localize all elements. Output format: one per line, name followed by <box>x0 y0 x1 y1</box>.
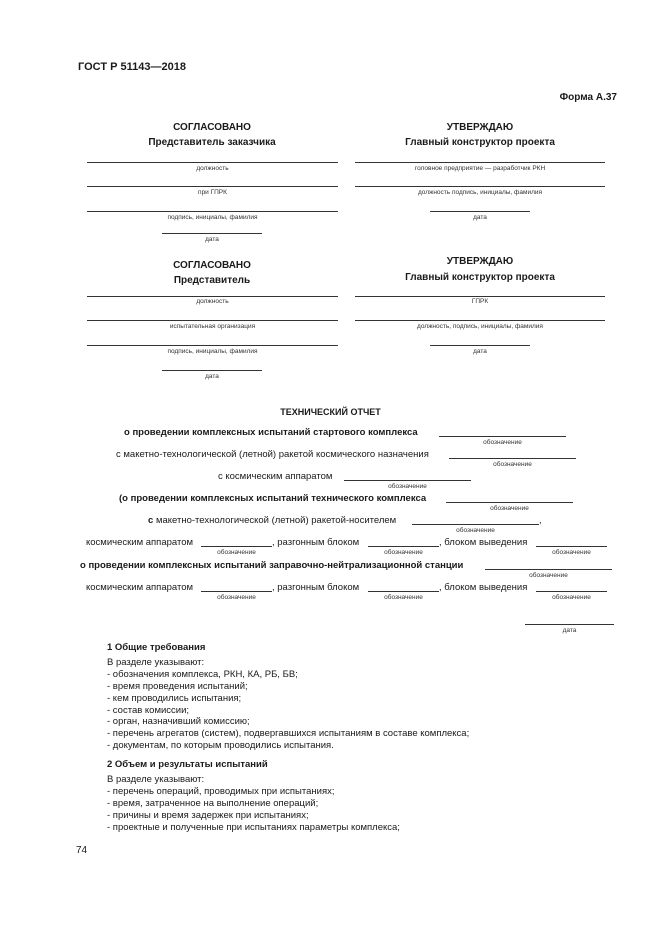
report-line-7: о проведении комплексных испытаний заправочно-нейтрализационной станции <box>80 560 464 571</box>
section-2-intro: В разделе указывают: <box>107 773 205 785</box>
approval-left2-title: СОГЛАСОВАНО <box>173 260 251 271</box>
blank-line <box>439 436 566 437</box>
caption: обозначение <box>384 594 423 601</box>
signature-line <box>87 320 338 321</box>
report-line-5 <box>148 515 396 526</box>
signature-line <box>87 162 338 163</box>
caption: должность, подпись, инициалы, фамилия <box>417 323 543 330</box>
report-line-4: (о проведении комплексных испытаний технического комплекса <box>119 493 427 504</box>
caption: дата <box>473 348 487 355</box>
signature-line <box>355 320 605 321</box>
blank-line <box>201 546 272 547</box>
caption: обозначение <box>217 594 256 601</box>
bv-label: , блоком выведения <box>439 582 528 593</box>
caption: головное предприятие — разработчик РКН <box>414 165 546 172</box>
caption: должность <box>196 165 229 172</box>
caption: дата <box>205 236 219 243</box>
signature-line <box>87 345 338 346</box>
list-item: - время проведения испытаний; <box>107 680 248 692</box>
date-line <box>525 624 614 625</box>
caption: обозначение <box>483 439 522 446</box>
list-item: - орган, назначивший комиссию; <box>107 716 250 728</box>
section-2-heading: 2 Объем и результаты испытаний <box>107 759 268 770</box>
report-line-5-bold: с <box>148 515 154 526</box>
section-1-heading: 1 Общие требования <box>107 642 206 653</box>
blank-line <box>368 546 439 547</box>
caption: дата <box>473 214 487 221</box>
report-line-5-end: , <box>539 515 542 526</box>
caption: обозначение <box>456 527 495 534</box>
caption: обозначение <box>217 549 256 556</box>
list-item: - состав комиссии; <box>107 704 190 716</box>
approval-right2-subtitle: Главный конструктор проекта <box>405 272 555 283</box>
blank-line <box>485 569 612 570</box>
caption: подпись, инициалы, фамилия <box>167 348 258 355</box>
section-1-intro: В разделе указывают: <box>107 656 205 668</box>
list-item: - перечень операций, проводимых при испытаниях; <box>107 785 335 797</box>
report-line-1: о проведении комплексных испытаний стартового комплекса <box>124 427 418 438</box>
caption: обозначение <box>490 505 529 512</box>
date-line <box>162 370 262 371</box>
report-line-3: с космическим аппаратом <box>218 471 333 482</box>
list-item: - кем проводились испытания; <box>107 692 242 704</box>
list-item: - документам, по которым проводились испытания. <box>107 740 334 752</box>
caption: обозначение <box>552 549 591 556</box>
ka-label: космическим аппаратом <box>86 537 194 548</box>
caption: обозначение <box>493 461 532 468</box>
rb-label: , разгонным блоком <box>272 537 360 548</box>
list-item: - перечень агрегатов (систем), подвергавшихся испытаниям в составе комплекса; <box>107 728 470 740</box>
list-item: - время, затраченное на выполнение операций; <box>107 797 319 809</box>
signature-line <box>355 162 605 163</box>
standard-header: ГОСТ Р 51143—2018 <box>78 61 186 73</box>
caption: подпись, инициалы, фамилия <box>167 214 258 221</box>
signature-line <box>87 211 338 212</box>
signature-line <box>355 186 605 187</box>
blank-line <box>368 591 439 592</box>
caption: ГПРК <box>471 298 489 305</box>
caption: дата <box>205 373 219 380</box>
blank-line <box>344 480 471 481</box>
blank-line <box>536 591 607 592</box>
date-line <box>430 211 530 212</box>
bv-label: , блоком выведения <box>439 537 528 548</box>
report-title: ТЕХНИЧЕСКИЙ ОТЧЕТ <box>280 407 381 417</box>
signature-line <box>355 296 605 297</box>
blank-line <box>536 546 607 547</box>
list-item: - проектные и полученные при испытаниях параметры комплекса; <box>107 821 400 833</box>
blank-line <box>412 524 539 525</box>
ka-label: космическим аппаратом <box>86 582 194 593</box>
approval-right1-subtitle: Главный конструктор проекта <box>405 137 555 148</box>
caption: должность подпись, инициалы, фамилия <box>417 189 543 196</box>
caption: обозначение <box>388 483 427 490</box>
list-item: - причины и время задержек при испытаниях; <box>107 809 309 821</box>
page-number: 74 <box>76 845 88 856</box>
approval-right1-title: УТВЕРЖДАЮ <box>446 122 514 133</box>
report-line-2: с макетно-технологической (летной) ракетой космического назначения <box>116 449 429 460</box>
caption: должность <box>196 298 229 305</box>
list-item: - обозначения комплекса, РКН, КА, РБ, БВ; <box>107 668 298 680</box>
blank-line <box>449 458 576 459</box>
section-1 <box>107 642 469 752</box>
caption: обозначение <box>529 572 568 579</box>
caption: обозначение <box>384 549 423 556</box>
approval-left2-subtitle: Представитель <box>173 275 251 286</box>
form-label: Форма А.37 <box>559 92 617 103</box>
date-line <box>162 233 262 234</box>
approval-left1-subtitle: Представитель заказчика <box>148 137 276 148</box>
section-2 <box>107 759 400 833</box>
caption: при ГПРК <box>198 189 227 196</box>
report-line-5-text: макетно-технологической (летной) ракетой-носителем <box>155 515 397 526</box>
approval-left1-title: СОГЛАСОВАНО <box>173 122 251 133</box>
signature-line <box>87 296 338 297</box>
caption: обозначение <box>552 594 591 601</box>
date-line <box>430 345 530 346</box>
caption: дата <box>562 627 577 634</box>
blank-line <box>446 502 573 503</box>
caption: испытательная организация <box>169 323 256 330</box>
blank-line <box>201 591 272 592</box>
approval-right2-title: УТВЕРЖДАЮ <box>446 256 514 267</box>
signature-line <box>87 186 338 187</box>
rb-label: , разгонным блоком <box>272 582 360 593</box>
